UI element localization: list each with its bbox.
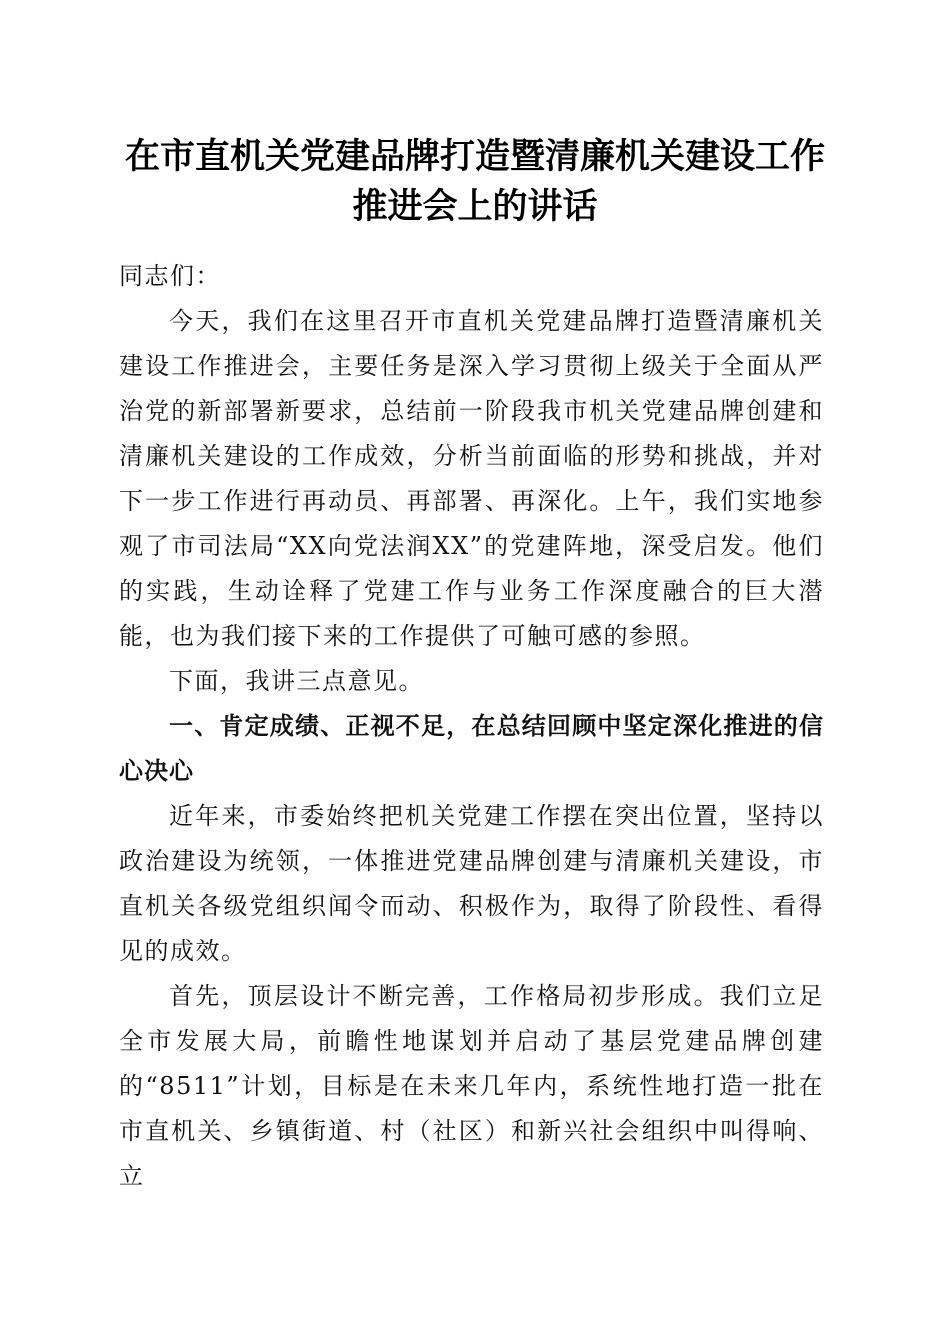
title-line-1: 在市直机关党建品牌打造暨清廉机关建设工作: [124, 136, 825, 177]
title-line-2: 推进会上的讲话: [352, 186, 598, 227]
paragraph-first-point: 首先，顶层设计不断完善，工作格局初步形成。我们立足全市发展大局，前瞻性地谋划并启动了基层党建品牌创建的“8511”计划，目标是在未来几年内，系统性地打造一批在市直机关、乡镇街道、村（社区）和新兴社会组织中叫得响、立: [119, 982, 824, 1190]
document-title: [80, 132, 870, 232]
document-body: [119, 254, 824, 1199]
paragraph-achievements: 近年来，市委始终把机关党建工作摆在突出位置，坚持以政治建设为统领，一体推进党建品牌创建与清廉机关建设，市直机关各级党组织闻令而动、积极作为，取得了阶段性、看得见的成效。: [119, 802, 824, 965]
salutation: 同志们：: [119, 262, 221, 290]
paragraph-transition: 下面，我讲三点意见。: [169, 667, 424, 695]
section-heading-1: 一、肯定成绩、正视不足，在总结回顾中坚定深化推进的信心决心: [119, 712, 824, 785]
paragraph-intro: 今天，我们在这里召开市直机关党建品牌打造暨清廉机关建设工作推进会，主要任务是深入学习贯彻上级关于全面从严治党的新部署新要求，总结前一阶段我市机关党建品牌创建和清廉机关建设的工作成效，分析当前面临的形势和挑战，并对下一步工作进行再动员、再部署、再深化。上午，我们实地参观了市司法局“XX向党法润XX”的党建阵地，深受启发。他们的实践，生动诠释了党建工作与业务工作深度融合的巨大潜能，也为我们接下来的工作提供了可触可感的参照。: [119, 307, 824, 650]
